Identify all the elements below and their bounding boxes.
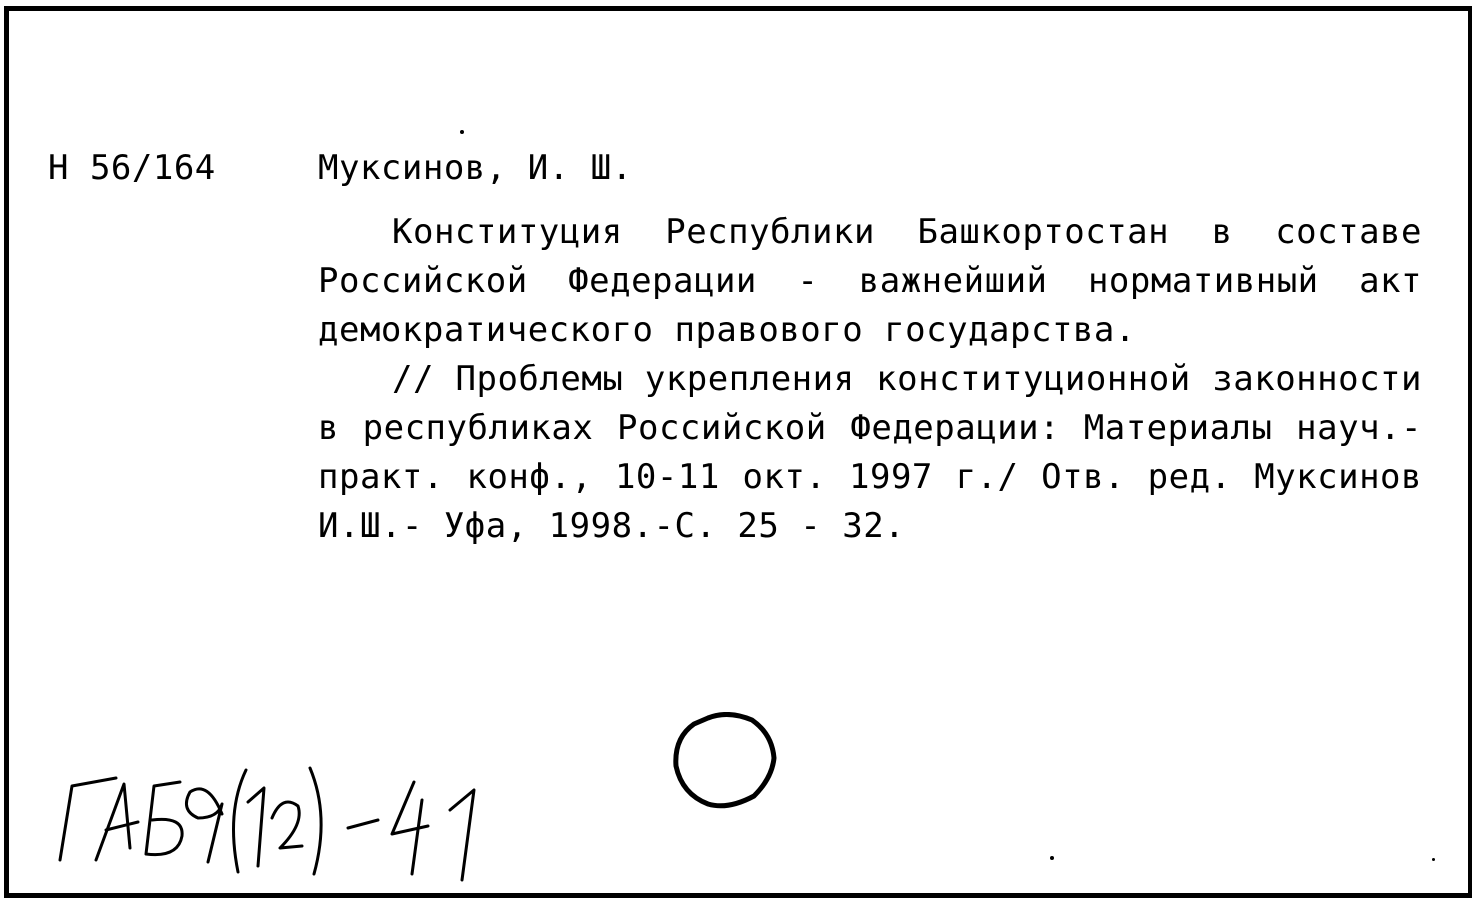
- paper-speck: [1050, 856, 1054, 860]
- author-heading: Муксинов, И. Ш.: [318, 148, 633, 188]
- paper-speck: [1432, 858, 1435, 861]
- paper-speck: [460, 130, 464, 134]
- handwritten-classification-code: [58, 762, 498, 882]
- source-paragraph: // Проблемы укрепления конституционной законности в республиках Российской Федерации: Материалы науч.- практ. конф., 10-11 окт. 1997 г./ Отв. ред. Муксинов И.Ш.- Уфа, 1998.-С. 25 - 32.: [318, 359, 1422, 546]
- bibliographic-description: [318, 208, 1422, 551]
- shelfmark: Н 56/164: [48, 148, 216, 188]
- stamp-circle-mark: [668, 712, 780, 812]
- title-paragraph: Конституция Республики Башкортостан в составе Российской Федерации - важнейший нормативный акт демократического правового государства.: [318, 212, 1422, 350]
